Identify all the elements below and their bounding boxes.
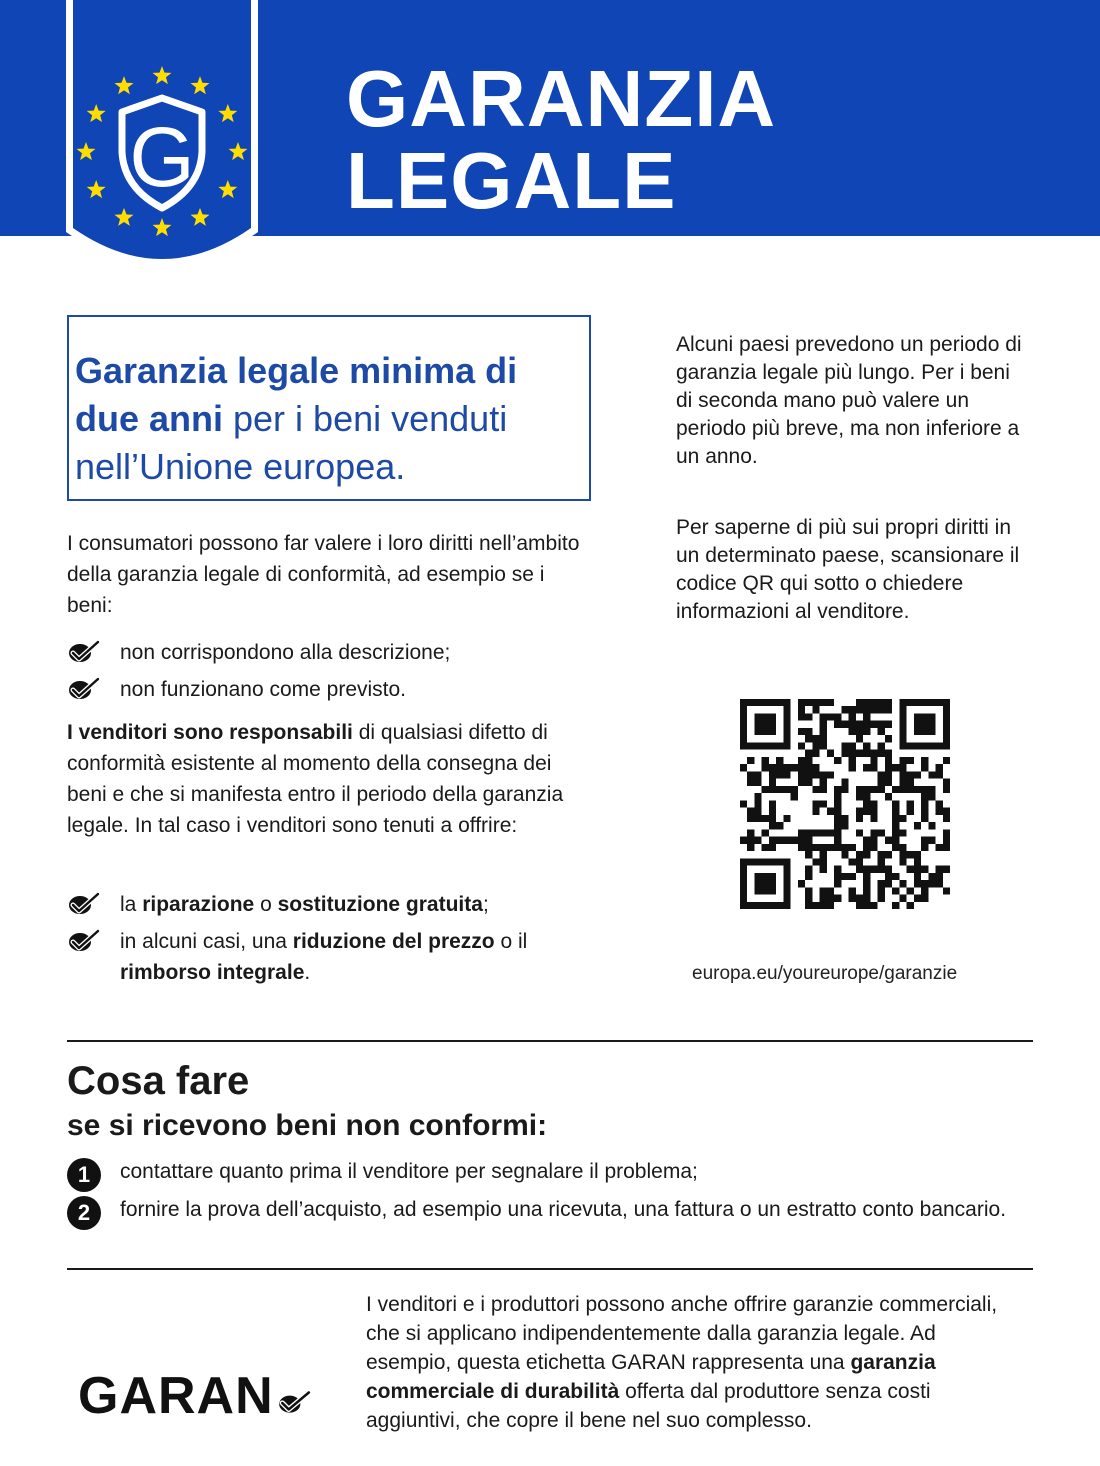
list-item: non funzionano come previsto. xyxy=(67,674,567,705)
eu-guarantee-shield-icon xyxy=(60,0,264,274)
check-badge-icon xyxy=(67,640,101,664)
garan-logo: GARAN xyxy=(78,1366,312,1426)
list-item: in alcuni casi, una riduzione del prezzo o il rimborso integrale. xyxy=(67,926,587,988)
check-badge-icon xyxy=(67,892,101,916)
qr-code[interactable] xyxy=(740,699,950,909)
section-heading: Cosa fare xyxy=(67,1059,250,1103)
sellers-paragraph: I venditori sono responsabili di qualsiasi difetto di conformità esistente al momento della consegna dei beni e che si manifesta entro il periodo della garanzia legale. In tal caso i venditori sono tenuti a offrire: xyxy=(67,721,564,837)
highlight-bold: Garanzia legale minima di due anni xyxy=(75,350,518,439)
highlight-rest: per i beni venduti nell’Unione europea. xyxy=(75,398,508,487)
info-url-link[interactable]: europa.eu/youreurope/garanzie xyxy=(692,963,958,984)
step-number-2-icon: 2 xyxy=(67,1196,101,1230)
emblem-letter: G xyxy=(129,110,195,204)
step-number-1-icon: 1 xyxy=(67,1158,101,1192)
check-badge-icon xyxy=(276,1389,312,1415)
divider xyxy=(67,1040,1033,1042)
list-item: 2 fornire la prova dell’acquisto, ad esempio una ricevuta, una fattura o un estratto conto bancario. xyxy=(67,1196,1027,1224)
nonconformity-list xyxy=(67,637,567,711)
list-item: non corrispondono alla descrizione; xyxy=(67,637,567,668)
longer-period-paragraph: Alcuni paesi prevedono un periodo di garanzia legale più lungo. Per i beni di seconda mano può valere un periodo più breve, ma non inferiore a un anno. xyxy=(676,333,1022,468)
section-subheading: se si ricevono beni non conformi: xyxy=(67,1109,548,1142)
divider xyxy=(67,1268,1033,1270)
steps-list xyxy=(67,1158,1027,1234)
check-badge-icon xyxy=(67,677,101,701)
learn-more-paragraph: Per saperne di più sui propri diritti in un determinato paese, scansionare il codice QR qui sotto o chiedere informazioni al venditore. xyxy=(676,516,1020,623)
list-item: 1 contattare quanto prima il venditore per segnalare il problema; xyxy=(67,1158,1027,1186)
list-item: la riparazione o sostituzione gratuita; xyxy=(67,889,587,920)
title-line-2: LEGALE xyxy=(346,136,677,225)
remedies-list xyxy=(67,889,587,994)
page-title xyxy=(346,54,777,225)
commercial-guarantee-paragraph: I venditori e i produttori possono anche offrire garanzie commerciali, che si applicano indipendentemente dalla garanzia legale. Ad esempio, questa etichetta GARAN rappresenta una garanzia commerciale di durabilità offerta dal produttore senza costi aggiuntivi, che copre il bene nel suo complesso. xyxy=(366,1293,998,1432)
intro-paragraph: I consumatori possono far valere i loro diritti nell’ambito della garanzia legale di conformità, ad esempio se i beni: xyxy=(67,532,580,617)
title-line-1: GARANZIA xyxy=(346,54,777,143)
check-badge-icon xyxy=(67,929,101,953)
highlight-box xyxy=(67,315,591,501)
